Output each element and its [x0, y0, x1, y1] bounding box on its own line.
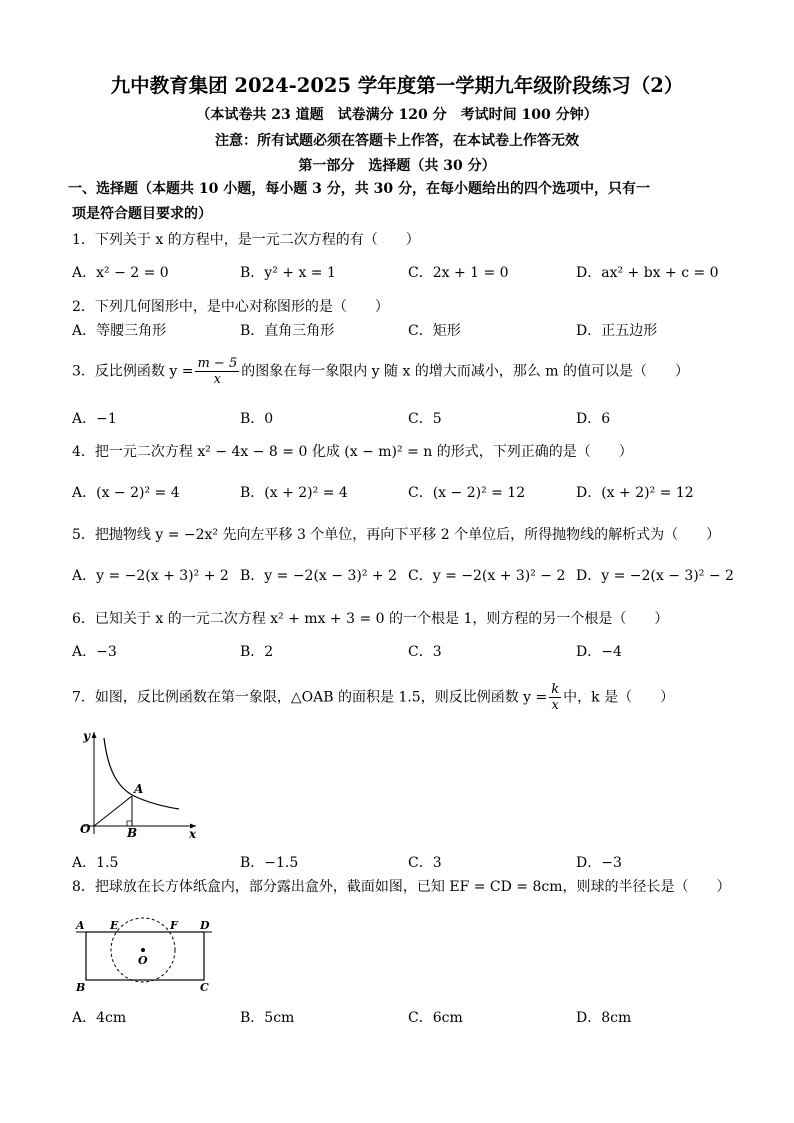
point-a-label: A	[76, 919, 85, 932]
question-7-option-d[interactable]: D．−3	[576, 855, 622, 871]
fraction-denominator: x	[551, 698, 559, 713]
question-7-stem-pre: 7．如图，反比例函数在第一象限，△OAB 的面积是 1.5，则反比例函数 y =	[72, 689, 548, 706]
segment-oa	[94, 796, 132, 826]
question-8-option-a[interactable]: A．4cm	[72, 1010, 127, 1026]
point-e-label: E	[110, 919, 119, 932]
point-b-label: B	[76, 981, 86, 994]
question-1-option-a[interactable]: A．x² − 2 = 0	[72, 265, 169, 281]
question-2-option-c[interactable]: C．矩形	[408, 323, 461, 339]
section-heading-line1: 一、选择题（本题共 10 小题，每小题 3 分，共 30 分，在每小题给出的四个选项中，只有一	[68, 181, 650, 197]
question-3-stem-pre: 3．反比例函数 y =	[72, 363, 194, 380]
question-8-option-c[interactable]: C．6cm	[408, 1010, 463, 1026]
part-heading: 第一部分 选择题（共 30 分）	[298, 158, 496, 174]
question-3-option-a[interactable]: A．−1	[72, 411, 117, 427]
question-7-option-c[interactable]: C．3	[408, 855, 442, 871]
point-a-label: A	[134, 782, 144, 796]
fraction-denominator: x	[213, 372, 221, 387]
question-4-option-b[interactable]: B．(x + 2)² = 4	[240, 485, 348, 501]
question-1-stem: 1．下列关于 x 的方程中，是一元二次方程的有（ ）	[72, 232, 420, 248]
question-8-option-b[interactable]: B．5cm	[240, 1010, 295, 1026]
exam-info: （本试卷共 23 道题 试卷满分 120 分 考试时间 100 分钟）	[196, 107, 598, 123]
section-heading-line2: 项是符合题目要求的）	[72, 206, 212, 222]
question-3-option-d[interactable]: D．6	[576, 411, 611, 427]
point-b-label: B	[127, 826, 138, 838]
question-7-stem-post: 中，k 是（ ）	[563, 689, 675, 706]
question-6-option-d[interactable]: D．−4	[576, 644, 622, 660]
question-6-stem: 6．已知关于 x 的一元二次方程 x² + mx + 3 = 0 的一个根是 1，则方程的另一个根是（ ）	[72, 611, 669, 627]
question-7-option-b[interactable]: B．−1.5	[240, 855, 299, 871]
question-2-option-b[interactable]: B．直角三角形	[240, 323, 335, 339]
question-3-stem-post: 的图象在每一象限内 y 随 x 的增大而减小，那么 m 的值可以是（ ）	[241, 363, 689, 380]
question-3-option-b[interactable]: B．0	[240, 411, 274, 427]
fraction	[195, 356, 239, 387]
question-5-option-a[interactable]: A．y = −2(x + 3)² + 2	[72, 568, 229, 584]
question-6-option-a[interactable]: A．−3	[72, 644, 117, 660]
origin-label: O	[80, 822, 91, 836]
y-axis-label: y	[83, 729, 90, 743]
question-5-option-b[interactable]: B．y = −2(x − 3)² + 2	[240, 568, 397, 584]
center-point	[141, 948, 145, 952]
fraction	[549, 682, 561, 713]
question-2-option-d[interactable]: D．正五边形	[576, 323, 658, 339]
question-1-option-c[interactable]: C．2x + 1 = 0	[408, 265, 509, 281]
center-o-label: O	[138, 954, 148, 967]
question-7-stem	[72, 682, 674, 713]
point-c-label: C	[200, 981, 209, 994]
question-4-option-a[interactable]: A．(x − 2)² = 4	[72, 485, 180, 501]
question-1-option-d[interactable]: D．ax² + bx + c = 0	[576, 265, 719, 281]
question-4-option-d[interactable]: D．(x + 2)² = 12	[576, 485, 694, 501]
question-3-option-c[interactable]: C．5	[408, 411, 442, 427]
fraction-numerator: k	[551, 682, 560, 697]
question-5-stem: 5．把抛物线 y = −2x² 先向左平移 3 个单位，再向下平移 2 个单位后，所得抛物线的解析式为（ ）	[72, 527, 721, 543]
exam-title: 九中教育集团 2024-2025 学年度第一学期九年级阶段练习（2）	[110, 74, 684, 97]
question-5-option-d[interactable]: D．y = −2(x − 3)² − 2	[576, 568, 734, 584]
point-f-label: F	[170, 919, 178, 932]
question-8-stem: 8．把球放在长方体纸盒内，部分露出盒外，截面如图，已知 EF = CD = 8cm，则球的半径长是（ ）	[72, 879, 731, 895]
x-axis-label: x	[189, 827, 197, 838]
inverse-function-figure	[74, 726, 204, 838]
question-8-option-d[interactable]: D．8cm	[576, 1010, 632, 1026]
hyperbola-curve	[104, 738, 179, 809]
ball-box-figure	[70, 912, 220, 996]
exam-notice: 注意：所有试题必须在答题卡上作答，在本试卷上作答无效	[215, 133, 579, 149]
question-7-option-a[interactable]: A．1.5	[72, 855, 119, 871]
question-4-option-c[interactable]: C．(x − 2)² = 12	[408, 485, 526, 501]
question-4-stem: 4．把一元二次方程 x² − 4x − 8 = 0 化成 (x − m)² = n 的形式，下列正确的是（ ）	[72, 444, 633, 460]
question-2-option-a[interactable]: A．等腰三角形	[72, 323, 167, 339]
point-d-label: D	[200, 919, 210, 932]
question-3-stem	[72, 356, 689, 387]
y-axis-arrow	[92, 732, 97, 738]
question-5-option-c[interactable]: C．y = −2(x + 3)² − 2	[408, 568, 566, 584]
question-2-stem: 2．下列几何图形中，是中心对称图形的是（ ）	[72, 299, 389, 315]
question-6-option-b[interactable]: B．2	[240, 644, 274, 660]
question-6-option-c[interactable]: C．3	[408, 644, 442, 660]
fraction-numerator: m − 5	[197, 356, 238, 371]
question-1-option-b[interactable]: B．y² + x = 1	[240, 265, 336, 281]
